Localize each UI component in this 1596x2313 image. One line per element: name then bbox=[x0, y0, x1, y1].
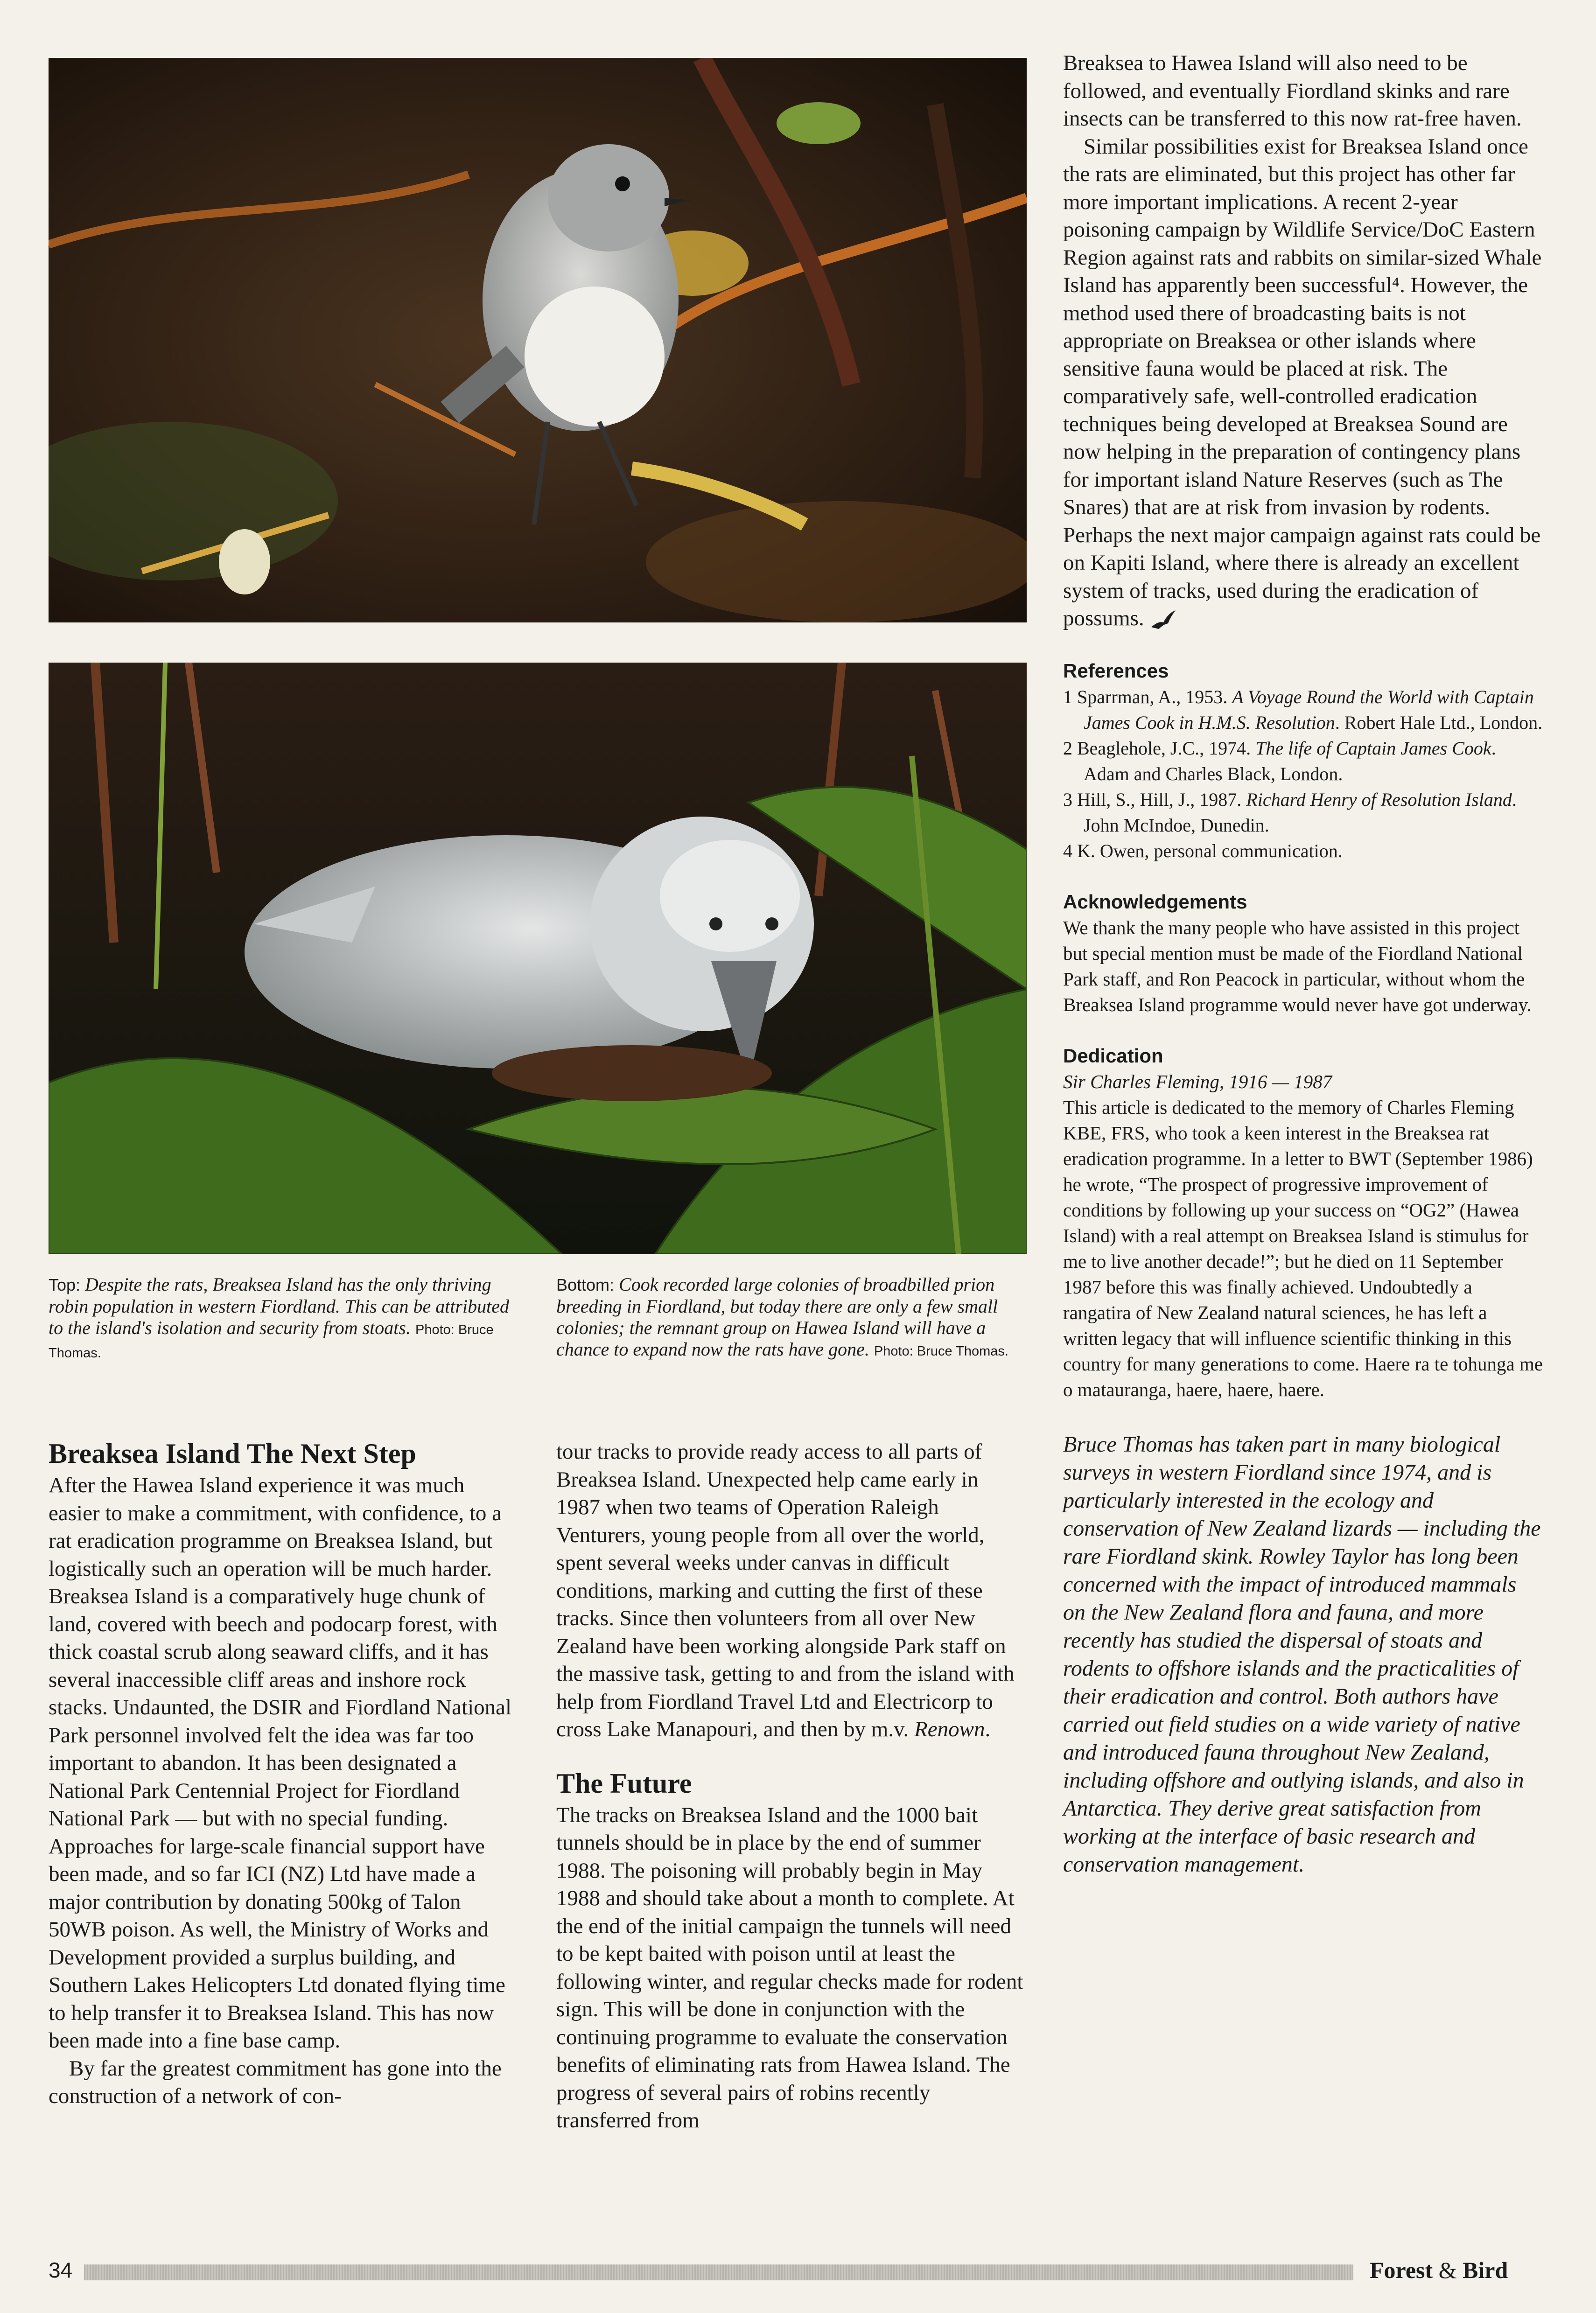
column-2 bbox=[556, 1438, 1028, 2135]
ref-text: . Adam and Charles Black, London. bbox=[1084, 737, 1496, 784]
caption-text: Cook recorded large colonies of broadbilled prion breeding in Fiordland, but today there are only a few small colonies; the remnant group on Hawea Island will have a chance to expand now the rats have gone. bbox=[556, 1274, 998, 1360]
dedication-subtitle bbox=[1063, 1069, 1544, 1095]
column-1 bbox=[49, 1437, 520, 2110]
paragraph bbox=[556, 1438, 1028, 1744]
magazine-name-part: Bird bbox=[1463, 2257, 1508, 2283]
ref-text: 3 Hill, S., Hill, J., 1987. bbox=[1063, 789, 1246, 810]
reference-item bbox=[1063, 787, 1544, 838]
page-number: 34 bbox=[49, 2258, 73, 2282]
paragraph-text: tour tracks to provide ready access to all parts of Breaksea Island. Unexpected help came early in 1987 when two teams of Operation Raleigh Venturers, young people from all over the world, spent several weeks under canvas in difficult conditions, marking and cutting the first of these tracks. Since then volunteers from all over New Zealand have been working alongside Park staff on the massive task, getting to and from the island with help from Fiordland Travel Ltd and Electricorp to cross Lake Manapouri, and then by m.v. bbox=[556, 1440, 1015, 1741]
ref-title: Richard Henry of Resolution Island bbox=[1246, 789, 1512, 810]
ship-name: Renown bbox=[914, 1717, 985, 1741]
section-heading: Breaksea Island The Next Step bbox=[49, 1438, 416, 1469]
prion-photo bbox=[49, 663, 1027, 1254]
caption-label: Bottom: bbox=[556, 1275, 615, 1294]
ref-text: 4 K. Owen, personal communication. bbox=[1063, 840, 1343, 861]
section-heading: The Future bbox=[556, 1768, 692, 1799]
acknowledgements-heading: Acknowledgements bbox=[1063, 890, 1247, 913]
paragraph bbox=[1063, 133, 1544, 633]
reference-item bbox=[1063, 735, 1544, 787]
period: . bbox=[985, 1717, 991, 1741]
ref-text: . Robert Hale Ltd., London. bbox=[1335, 712, 1543, 733]
magazine-ampersand: & bbox=[1433, 2257, 1463, 2283]
footer-rule bbox=[84, 2264, 1353, 2280]
ref-text: 2 Beaglehole, J.C., 1974. bbox=[1063, 737, 1256, 759]
bird-end-mark-icon bbox=[1149, 608, 1177, 630]
dedication-heading: Dedication bbox=[1063, 1044, 1163, 1067]
ref-text: . John McIndoe, Dunedin. bbox=[1084, 789, 1517, 836]
magazine-name-part: Forest bbox=[1370, 2257, 1433, 2283]
top-photo-caption bbox=[49, 1274, 511, 1364]
paragraph: After the Hawea Island experience it was much easier to make a commitment, with confidence, to a rat eradication programme on Breaksea Island, but logistically such an operation will be much harder. Breaksea Island is a comparatively huge chunk of land, covered with beech and podocarp forest, with thick coastal scrub along seaward cliffs, and it has several inaccessible cliff areas and inshore rock stacks. Undaunted, the DSIR and Fiordland National Park personnel involved felt the idea was far too important to abandon. It has been designated a National Park Centennial Project for Fiordland National Park — but with no special funding. Approaches for large-scale financial support have been made, and so far ICI (NZ) Ltd have made a major contribution by donating 500kg of Talon 50WB poison. As well, the Ministry of Works and Development provided a surplus building, and Southern Lakes Helicopters Ltd donated flying time to help transfer it to Breaksea Island. This has now been made into a fine base camp. bbox=[49, 1473, 512, 2053]
ref-text: 1 Sparrman, A., 1953. bbox=[1063, 686, 1232, 707]
caption-label: Top: bbox=[49, 1275, 81, 1294]
caption-text: Despite the rats, Breaksea Island has the only thriving robin population in western Fiordland. This can be attributed to the island's isolation and security from stoats. bbox=[49, 1274, 510, 1338]
reference-item bbox=[1063, 838, 1544, 864]
bottom-photo-caption bbox=[556, 1274, 1023, 1362]
robin-photo bbox=[49, 58, 1027, 622]
paragraph-text: Similar possibilities exist for Breaksea Island once the rats are eliminated, but this project has other far more important implications. A recent 2-year poisoning campaign by Wildlife Service/DoC Eastern Region against rats and rabbits on similar-sized Whale Island has apparently been successful⁴. However, the method used there of broadcasting baits is not appropriate on Breaksea or other islands where sensitive fauna would be placed at risk. The comparatively safe, well-controlled eradication techniques being developed at Breaksea Sound are now helping in the preparation of contingency plans for important island Nature Reserves (such as The Snares) that are at risk from invasion by rodents. Perhaps the next major campaign against rats could be on Kapiti Island, where there is already an excellent system of tracks, used during the eradication of possums. bbox=[1063, 134, 1542, 630]
caption-credit: Photo: Bruce Thomas. bbox=[49, 1322, 494, 1361]
references-heading: References bbox=[1063, 659, 1169, 682]
ref-title: The life of Captain James Cook bbox=[1255, 737, 1491, 759]
paragraph: Breaksea to Hawea Island will also need to be followed, and eventually Fiordland skinks and rare insects can be transferred to this now rat-free haven. bbox=[1063, 51, 1522, 131]
caption-credit: Photo: Bruce Thomas. bbox=[874, 1344, 1008, 1359]
paragraph: The tracks on Breaksea Island and the 1000 bait tunnels should be in place by the end of summer 1988. The poisoning will probably begin in May 1988 and should take about a month to complete. At the end of the initial campaign the tunnels will need to be kept baited with poison until at least the following winter, and regular checks made for rodent sign. This will be done in conjunction with the continuing programme to evaluate the conservation benefits of eliminating rats from Hawea Island. The progress of several pairs of robins recently transferred from bbox=[556, 1803, 1023, 2132]
references-list bbox=[1063, 684, 1544, 864]
dedication-text: This article is dedicated to the memory of Charles Fleming KBE, FRS, who took a keen interest in the Breaksea rat eradication programme. In a letter to BWT (September 1986) he wrote, “The prospect of progressive improvement of conditions by following up your success on “OG2” (Hawea Island) with a real attempt on Breaksea Island is stimulus for me to live another decade!”; but he died on 11 September 1987 before this was finally achieved. Undoubtedly a rangatira of New Zealand natural sciences, he has left a written legacy that will influence scientific thinking in this country for many generations to come. Haere ra te tohunga me o matauranga, haere, haere, haere. bbox=[1063, 1096, 1543, 1400]
paragraph: By far the greatest commitment has gone into the construction of a network of con- bbox=[49, 2056, 502, 2108]
ref-title: A Voyage Round the World with Captain James Cook in H.M.S. Resolution bbox=[1084, 686, 1534, 733]
acknowledgements-text: We thank the many people who have assisted in this project but special mention must be made of the Fiordland National Park staff, and Ron Peacock in particular, without whom the Breaksea Island programme would never have got underway. bbox=[1063, 916, 1532, 1015]
column-3 bbox=[1063, 49, 1544, 1879]
dedication-subtitle-text: Sir Charles Fleming, 1916 — 1987 bbox=[1063, 1070, 1332, 1092]
author-bio: Bruce Thomas has taken part in many biological surveys in western Fiordland since 1974, and is particularly interested in the ecology and conservation of New Zealand lizards — including the rare Fiordland skink. Rowley Taylor has long been concerned with the impact of introduced mammals on the New Zealand flora and fauna, and more recently has studied the dispersal of stoats and rodents to offshore islands and the practicalities of their eradication and control. Both authors have carried out field studies on a wide variety of native and introduced fauna throughout New Zealand, including offshore and outlying islands, and also in Antarctica. They derive great satisfaction from working at the interface of basic research and conservation management. bbox=[1063, 1432, 1541, 1877]
reference-item bbox=[1063, 684, 1544, 735]
magazine-name bbox=[1370, 2257, 1508, 2284]
